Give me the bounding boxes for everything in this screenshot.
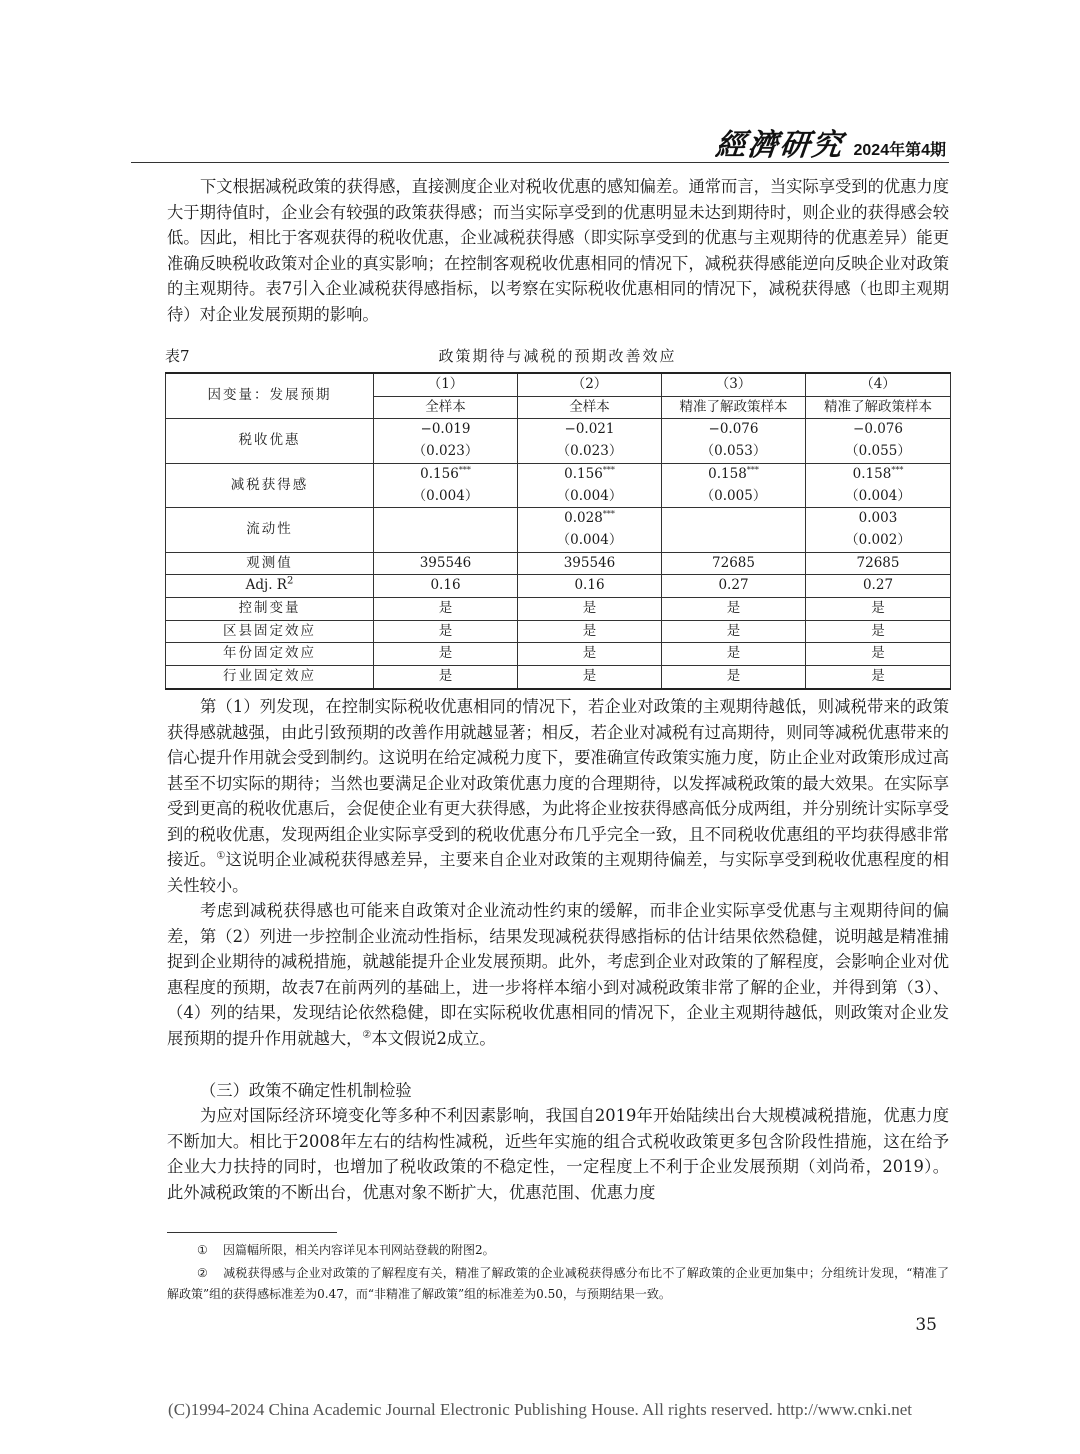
coefficient-cell [374, 508, 518, 530]
table-number: 表7 [165, 347, 190, 365]
coefficient-cell: 0.158*** [806, 463, 951, 485]
coefficient-cell: 0.156*** [374, 463, 518, 485]
fixed-effect-cell: 是 [374, 598, 518, 621]
observations-cell: 395546 [518, 552, 662, 575]
std-error-cell: （0.005） [662, 486, 806, 508]
issue-label: 2024年第4期 [853, 142, 946, 159]
row-label-observations: 观测值 [166, 552, 374, 575]
page-header [713, 124, 947, 164]
header-rule [131, 162, 949, 163]
journal-logo: 經濟研究 [713, 128, 845, 163]
column-header: （4） [806, 373, 951, 396]
coefficient-cell: 0.003 [806, 508, 951, 530]
row-label-controls: 控制变量 [166, 598, 374, 621]
coefficient-cell [662, 508, 806, 530]
sample-label: 精准了解政策样本 [806, 396, 951, 419]
coefficient-cell: −0.076 [806, 419, 951, 441]
std-error-cell: （0.002） [806, 530, 951, 552]
table-title: 政策期待与减税的预期改善效应 [438, 347, 677, 365]
fixed-effect-cell: 是 [806, 643, 951, 666]
r2-cell: 0.16 [518, 575, 662, 598]
row-label-county-fe: 区县固定效应 [166, 620, 374, 643]
footnote: ② 减税获得感与企业对政策的了解程度有关，精准了解政策的企业减税获得感分布比不了解政策的企业更加集中；分组统计发现，“精准了解政策”组的获得感标准差为0.47，而“非精准了解政策”组的标准差为0.50，与预期结果一致。 [167, 1266, 949, 1301]
std-error-cell: （0.004） [518, 486, 662, 508]
coefficient-cell: −0.019 [374, 419, 518, 441]
observations-cell: 395546 [374, 552, 518, 575]
fixed-effect-cell: 是 [806, 666, 951, 689]
fixed-effect-cell: 是 [662, 620, 806, 643]
fixed-effect-cell: 是 [662, 643, 806, 666]
paragraph-results: 第（1）列发现，在控制实际税收优惠相同的情况下，若企业对政策的主观期待越低，则减税带来的政策获得感就越强，由此引致预期的改善作用就越显著；相反，若企业对减税有过高期待，则同等减税优惠带来的信心提升作用就会受到制约。这说明在给定减税力度下，要准确宣传政策实施力度，防止企业对政策形成过高甚至不切实际的期待；当然也要满足企业对政策优惠力度的合理期待，以发挥减税政策的最大效果。在实际享受到更高的税收优惠后，会促使企业有更大获得感，为此将企业按获得感高低分成两组，并分别统计实际享受到的税收优惠，发现两组企业实际享受到的税收优惠分布几乎完全一致，且不同税收优惠组的平均获得感非常接近。①这说明企业减税获得感差异，主要来自企业对政策的主观期待偏差，与实际享受到税收优惠程度的相关性较小。 考虑到减税获得感也可能来自政策对企业流动性约束的缓解，而非企业实际享受优惠与主观期待间的偏差，第（2）列进一步控制企业流动性指标，结果发现减税获得感指标的估计结果依然稳健，说明越是精准捕捉到企业期待的减税措施，就越能提升企业发展预期。此外，考虑到企业对政策的了解程度，会影响企业对优惠程度的预期，故表7在前两列的基础上，进一步将样本缩小到对减税政策非常了解的企业，并得到第（3）、（4）列的结果，发现结论依然稳健，即在实际税收优惠相同的情况下，企业主观期待越低，则政策对企业发展预期的提升作用就越大，②本文假说2成立。 [167, 697, 949, 1048]
regression-table [165, 372, 951, 690]
coefficient-cell: 0.156*** [518, 463, 662, 485]
sample-label: 精准了解政策样本 [662, 396, 806, 419]
observations-cell: 72685 [806, 552, 951, 575]
row-label-year-fe: 年份固定效应 [166, 643, 374, 666]
table-caption [165, 344, 950, 368]
paragraph-uncertainty: 为应对国际经济环境变化等多种不利因素影响，我国自2019年开始陆续出台大规模减税措施，优惠力度不断加大。相比于2008年左右的结构性减税，近些年实施的组合式税收政策更多包含阶段性措施，这在给予企业大力扶持的同时，也增加了税收政策的不稳定性，一定程度上不利于企业发展预期（刘尚希，2019）。此外减税政策的不断出台，优惠对象不断扩大，优惠范围、优惠力度 [167, 1106, 949, 1202]
std-error-cell: （0.004） [806, 486, 951, 508]
fixed-effect-cell: 是 [518, 620, 662, 643]
std-error-cell: （0.053） [662, 441, 806, 463]
sample-label: 全样本 [518, 396, 662, 419]
copyright-notice: (C)1994-2024 China Academic Journal Electronic Publishing House. All rights reserved. http://www.cnki.net [168, 1400, 912, 1419]
coefficient-cell: −0.021 [518, 419, 662, 441]
row-label-adj-r2: Adj. $R^2$ [166, 575, 374, 598]
std-error-cell: （0.055） [806, 441, 951, 463]
std-error-cell: （0.004） [374, 486, 518, 508]
fixed-effect-cell: 是 [806, 598, 951, 621]
row-label-liquidity: 流动性 [166, 508, 374, 552]
sample-label: 全样本 [374, 396, 518, 419]
footnote-rule [167, 1232, 337, 1233]
row-label-industry-fe: 行业固定效应 [166, 666, 374, 689]
r2-cell: 0.16 [374, 575, 518, 598]
fixed-effect-cell: 是 [518, 598, 662, 621]
std-error-cell: （0.004） [518, 530, 662, 552]
paragraph-intro: 下文根据减税政策的获得感，直接测度企业对税收优惠的感知偏差。通常而言，当实际享受到的优惠力度大于期待值时，企业会有较强的政策获得感；而当实际享受到的优惠明显未达到期待时，则企业的获得感会较低。因此，相比于客观获得的税收优惠，企业减税获得感（即实际享受到的优惠与主观期待的优惠差异）能更准确反映税收政策对企业的真实影响；在控制客观税收优惠相同的情况下，减税获得感能逆向反映企业对政策的主观期待。表7引入企业减税获得感指标，以考察在实际税收优惠相同的情况下，减税获得感（也即主观期待）对企业发展预期的影响。 [167, 177, 949, 324]
r2-cell: 0.27 [662, 575, 806, 598]
fixed-effect-cell: 是 [662, 666, 806, 689]
row-label-tax-satisfaction: 减税获得感 [166, 463, 374, 507]
column-header: （3） [662, 373, 806, 396]
coefficient-cell: 0.028*** [518, 508, 662, 530]
row-label-tax-incentive: 税收优惠 [166, 419, 374, 463]
std-error-cell: （0.023） [518, 441, 662, 463]
footnote-ref: ① [216, 850, 226, 862]
coefficient-cell: 0.158*** [662, 463, 806, 485]
fixed-effect-cell: 是 [806, 620, 951, 643]
dependent-variable-label: 因变量：发展预期 [166, 373, 374, 419]
fixed-effect-cell: 是 [374, 643, 518, 666]
footnote: ① 因篇幅所限，相关内容详见本刊网站登载的附图2。 [197, 1243, 495, 1257]
fixed-effect-cell: 是 [374, 666, 518, 689]
fixed-effect-cell: 是 [374, 620, 518, 643]
page-number: 35 [915, 1315, 937, 1335]
r2-cell: 0.27 [806, 575, 951, 598]
observations-cell: 72685 [662, 552, 806, 575]
std-error-cell: （0.023） [374, 441, 518, 463]
std-error-cell [662, 530, 806, 552]
column-header: （1） [374, 373, 518, 396]
coefficient-cell: −0.076 [662, 419, 806, 441]
fixed-effect-cell: 是 [518, 666, 662, 689]
fixed-effect-cell: 是 [662, 598, 806, 621]
section-heading: （三）政策不确定性机制检验 [200, 1081, 412, 1100]
fixed-effect-cell: 是 [518, 643, 662, 666]
column-header: （2） [518, 373, 662, 396]
footnote-ref: ② [362, 1029, 372, 1041]
std-error-cell [374, 530, 518, 552]
footnotes [167, 1240, 949, 1307]
